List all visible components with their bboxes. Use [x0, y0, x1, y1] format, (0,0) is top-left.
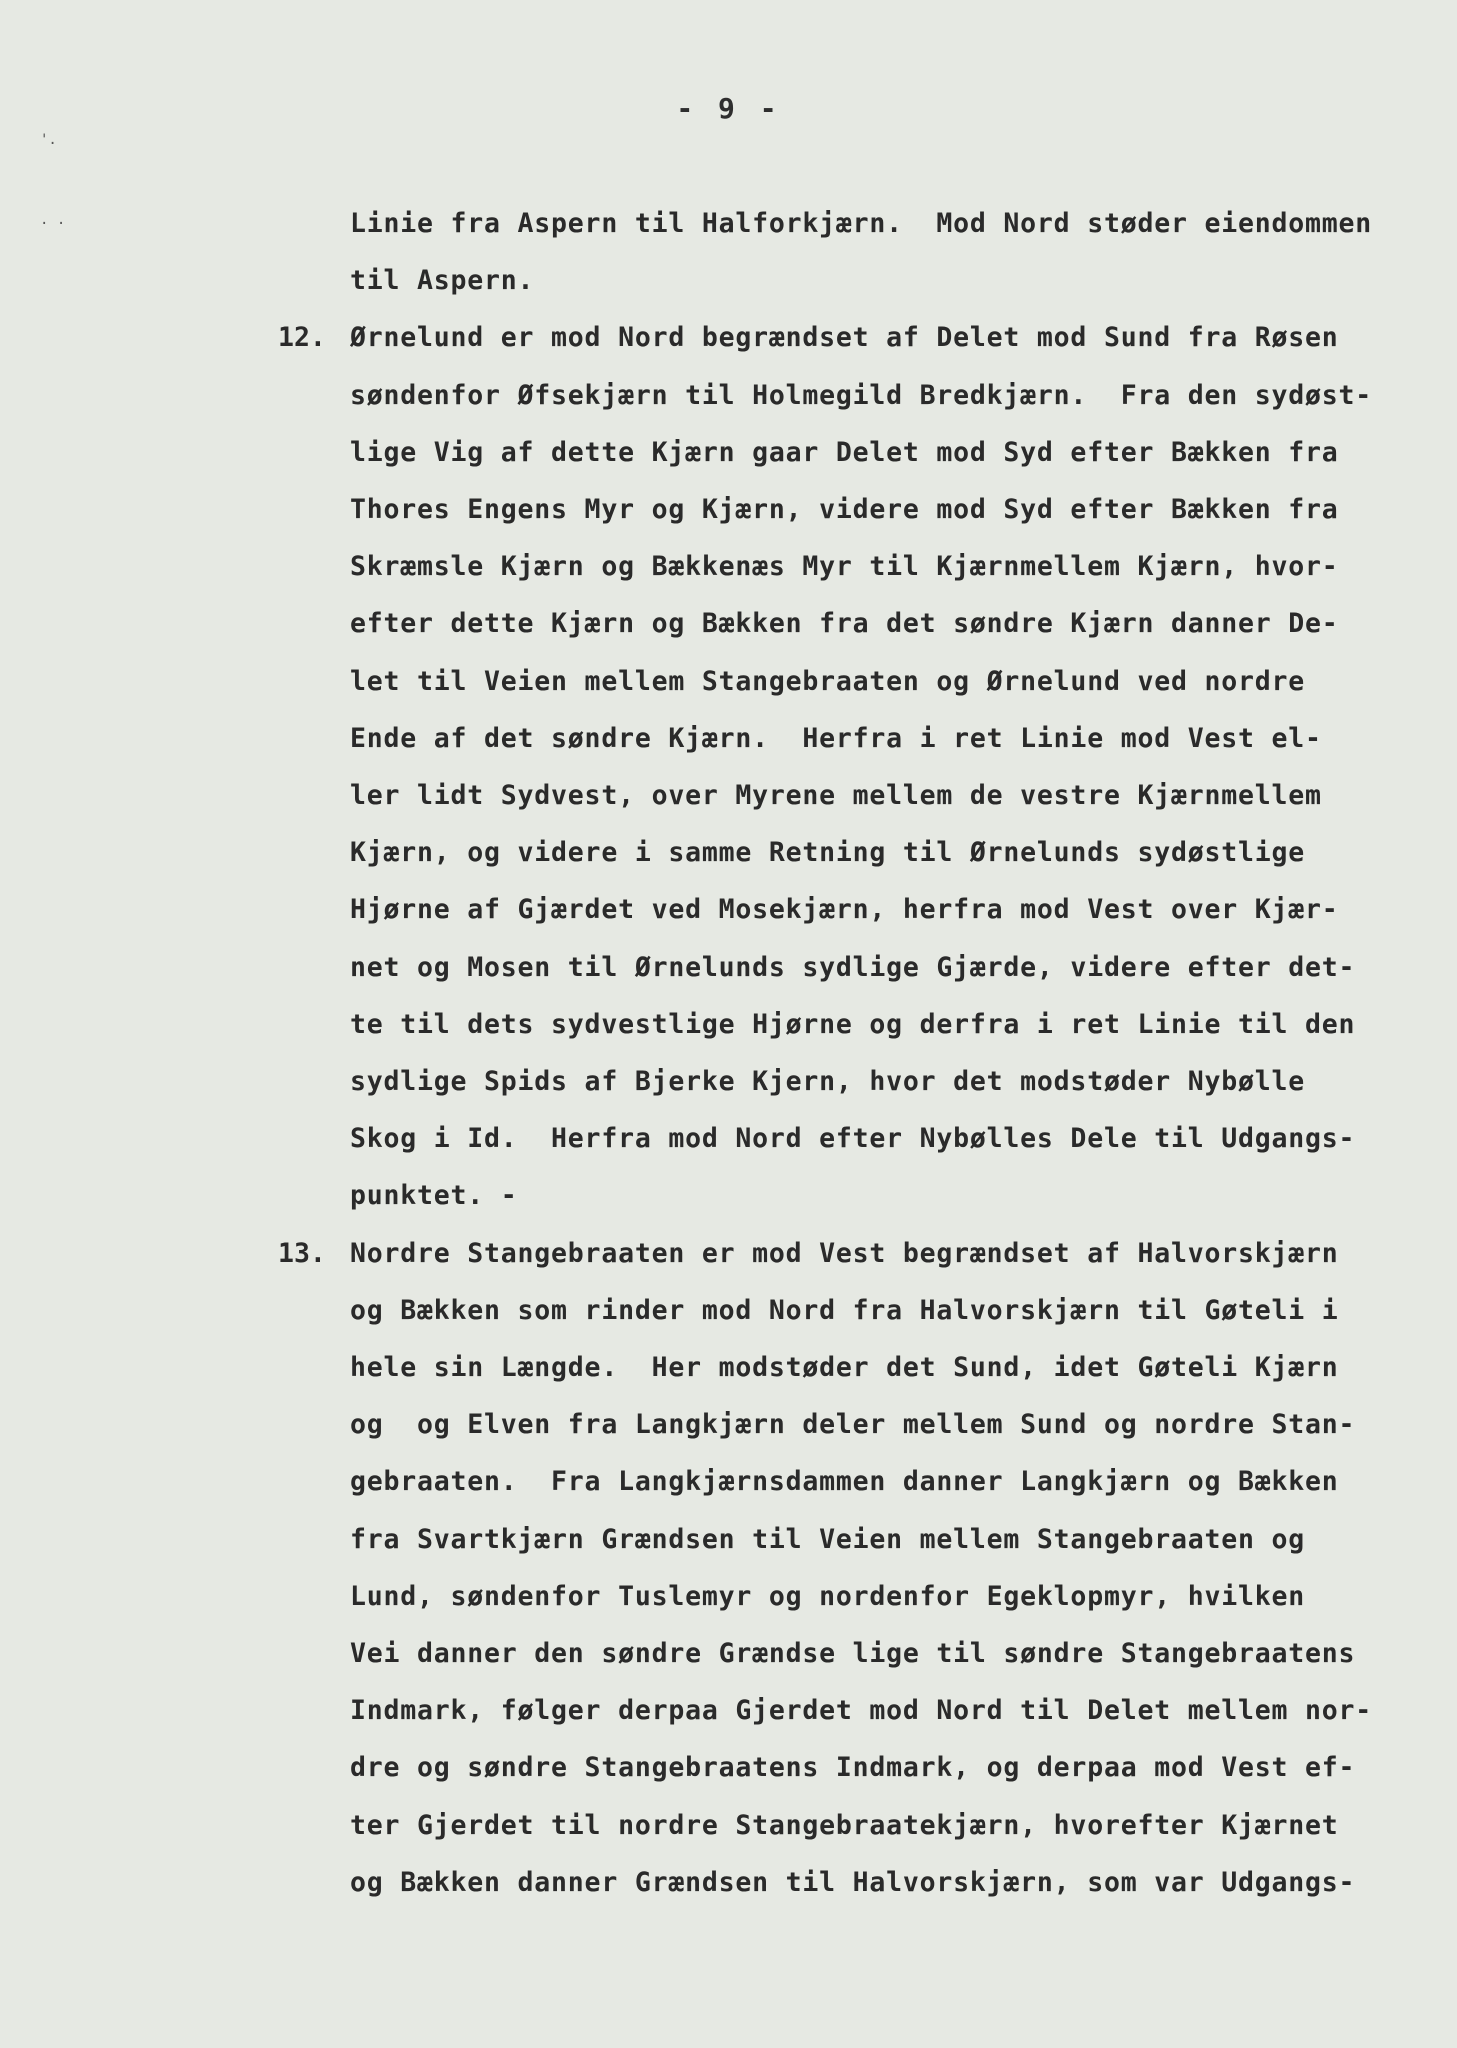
- text-line: og Bækken som rinder mod Nord fra Halvorskjærn til Gøteli i: [350, 1294, 1339, 1326]
- text-line: lige Vig af dette Kjærn gaar Delet mod Syd efter Bækken fra: [350, 436, 1339, 468]
- text-line: punktet. -: [350, 1180, 518, 1212]
- margin-mark: '.: [40, 132, 57, 148]
- text-line: Ende af det søndre Kjærn. Herfra i ret Linie mod Vest el-: [350, 722, 1322, 754]
- text-line: Skræmsle Kjærn og Bækkenæs Myr til Kjærnmellem Kjærn, hvor-: [350, 551, 1339, 583]
- text-line: til Aspern.: [350, 265, 535, 297]
- margin-marks: [40, 130, 65, 230]
- text-line: Lund, søndenfor Tuslemyr og nordenfor Egeklopmyr, hvilken: [350, 1580, 1305, 1612]
- paragraph-number: 13.: [278, 1237, 326, 1269]
- text-line: dre og søndre Stangebraatens Indmark, og derpaa mod Vest ef-: [350, 1752, 1356, 1784]
- text-line: søndenfor Øfsekjærn til Holmegild Bredkjærn. Fra den sydøst-: [350, 379, 1373, 411]
- text-line: Hjørne af Gjærdet ved Mosekjærn, herfra mod Vest over Kjær-: [350, 894, 1339, 926]
- text-line: Thores Engens Myr og Kjærn, videre mod Syd efter Bækken fra: [350, 494, 1339, 525]
- text-line: gebraaten. Fra Langkjærnsdammen danner Langkjærn og Bækken: [350, 1466, 1339, 1498]
- text-line: og og Elven fra Langkjærn deler mellem Sund og nordre Stan-: [350, 1409, 1356, 1441]
- text-line: hele sin Længde. Her modstøder det Sund, idet Gøteli Kjærn: [350, 1352, 1339, 1383]
- text-line: net og Mosen til Ørnelunds sydlige Gjærde, videre efter det-: [350, 951, 1356, 983]
- text-line: efter dette Kjærn og Bækken fra det søndre Kjærn danner De-: [350, 608, 1339, 640]
- text-line: let til Veien mellem Stangebraaten og Ørnelund ved nordre: [350, 665, 1305, 697]
- text-line: Ørnelund er mod Nord begrændset af Delet mod Sund fra Røsen: [350, 322, 1339, 354]
- text-line: Nordre Stangebraaten er mod Vest begrændset af Halvorskjærn: [350, 1237, 1339, 1269]
- margin-mark: . .: [40, 212, 66, 228]
- page-number: - 9 -: [676, 92, 781, 125]
- text-line: Linie fra Aspern til Halforkjærn. Mod Nord støder eiendommen: [350, 208, 1373, 239]
- text-line: og Bækken danner Grændsen til Halvorskjærn, som var Udgangs-: [350, 1866, 1356, 1898]
- text-line: te til dets sydvestlige Hjørne og derfra i ret Linie til den: [350, 1008, 1356, 1040]
- text-line: Vei danner den søndre Grændse lige til søndre Stangebraatens: [350, 1638, 1356, 1669]
- text-line: Kjærn, og videre i samme Retning til Ørnelunds sydøstlige: [350, 837, 1305, 869]
- text-line: fra Svartkjærn Grændsen til Veien mellem Stangebraaten og: [350, 1523, 1305, 1555]
- paragraph-number: 12.: [278, 322, 326, 354]
- text-line: ter Gjerdet til nordre Stangebraatekjærn, hvorefter Kjærnet: [350, 1809, 1339, 1841]
- text-line: Indmark, følger derpaa Gjerdet mod Nord til Delet mellem nor-: [350, 1695, 1373, 1727]
- text-line: ler lidt Sydvest, over Myrene mellem de vestre Kjærnmellem: [350, 780, 1322, 811]
- text-line: Skog i Id. Herfra mod Nord efter Nybølles Dele til Udgangs-: [350, 1123, 1356, 1155]
- text-line: sydlige Spids af Bjerke Kjern, hvor det modstøder Nybølle: [350, 1066, 1305, 1097]
